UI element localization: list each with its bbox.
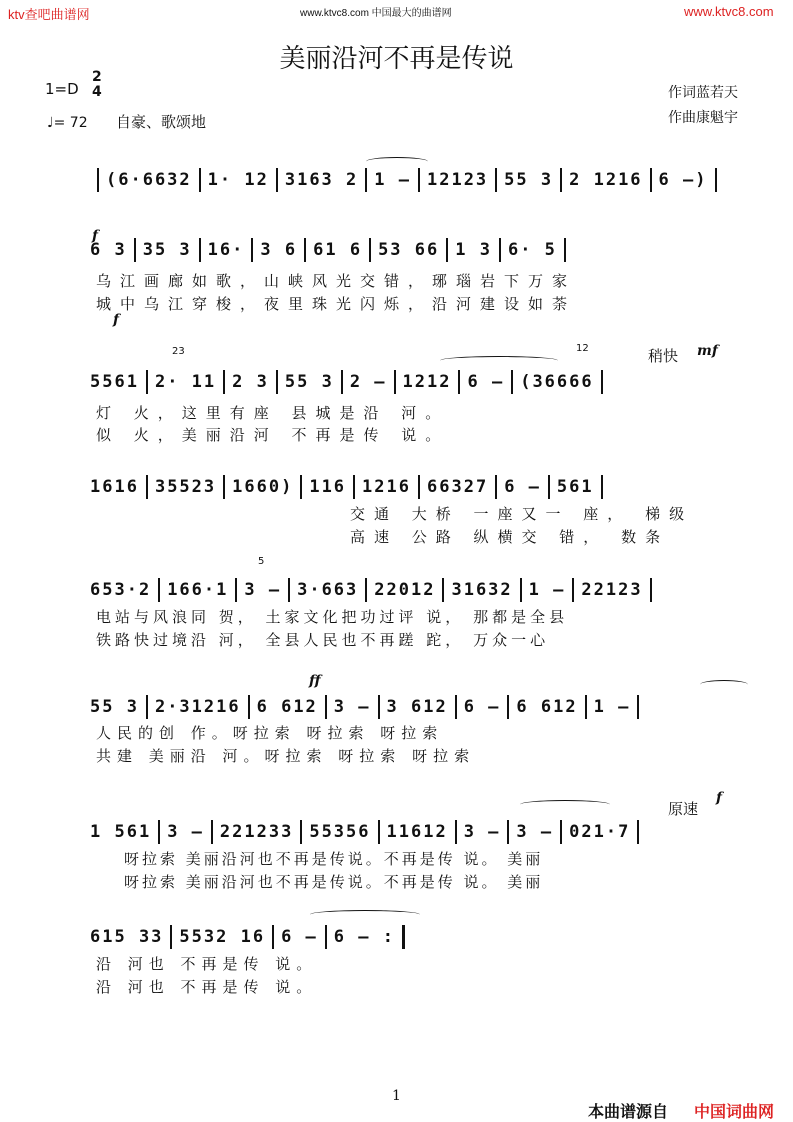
barline bbox=[170, 925, 172, 949]
measure: 11612 bbox=[386, 822, 448, 842]
barline bbox=[446, 238, 448, 262]
measure: 3 – bbox=[333, 697, 371, 717]
measure: 22012 bbox=[374, 580, 436, 600]
measure: 55 3 bbox=[90, 697, 139, 717]
barline bbox=[158, 578, 160, 602]
measure: 1 – bbox=[374, 170, 411, 190]
source-site-link[interactable]: 中国词曲网 bbox=[694, 1102, 775, 1121]
barline bbox=[248, 695, 250, 719]
lyrics-verse-1: 沿 河也 不再是传 说。 bbox=[96, 955, 318, 973]
dynamic-forte: f bbox=[92, 228, 99, 244]
barline bbox=[548, 475, 550, 499]
measure: 3 – bbox=[516, 822, 554, 842]
barline bbox=[585, 695, 587, 719]
barline bbox=[507, 695, 509, 719]
measure: 1616 bbox=[90, 477, 139, 497]
lyrics-verse-1: 人民的创 作。呀拉索 呀拉索 呀拉索 bbox=[96, 724, 444, 742]
measure: 12123 bbox=[426, 170, 489, 190]
barline bbox=[378, 695, 380, 719]
score-row bbox=[90, 168, 750, 192]
measure: 31632 bbox=[451, 580, 513, 600]
tempo-change-original: 原速 bbox=[668, 800, 699, 818]
measure: 116 bbox=[309, 477, 347, 497]
time-signature bbox=[92, 70, 102, 100]
measure: 615 33 bbox=[90, 927, 164, 947]
measure: 1· 12 bbox=[207, 170, 269, 190]
song-title: 美丽沿河不再是传说 bbox=[279, 44, 514, 74]
score-row bbox=[90, 578, 750, 602]
barline bbox=[251, 238, 253, 262]
measure: 1 – bbox=[593, 697, 631, 717]
barline bbox=[146, 695, 148, 719]
measure: 2 – bbox=[349, 372, 387, 392]
lyrics-verse-2: 呀拉索 美丽沿河也不再是传说。不再是传 说。 美丽 bbox=[124, 873, 544, 891]
barline bbox=[418, 475, 420, 499]
score-row bbox=[90, 475, 750, 499]
barline bbox=[211, 820, 213, 844]
measure: 6 – bbox=[281, 927, 318, 947]
slur bbox=[700, 680, 748, 689]
barline bbox=[442, 578, 444, 602]
measure: 16· bbox=[207, 240, 245, 260]
slur bbox=[310, 910, 420, 919]
dynamic-forte: f bbox=[716, 790, 723, 806]
barline bbox=[300, 820, 302, 844]
barline bbox=[560, 168, 562, 192]
measure: 1212 bbox=[402, 372, 452, 392]
lyrics-verse-2: 共建 美丽沿 河。呀拉索 呀拉索 呀拉索 bbox=[96, 747, 476, 765]
measure: 6 612 bbox=[256, 697, 318, 717]
barline bbox=[288, 578, 290, 602]
score-row bbox=[90, 925, 750, 949]
barline bbox=[353, 475, 355, 499]
barline bbox=[560, 820, 562, 844]
measure: 5532 16 bbox=[179, 927, 266, 947]
expression-marking: 自豪、歌颂地 bbox=[116, 113, 207, 131]
source-label: 本曲谱源自 bbox=[588, 1102, 669, 1121]
score-row bbox=[90, 238, 750, 262]
measure: 6 – bbox=[467, 372, 505, 392]
lyrics-verse-1: 灯 火，这里有座 县城是沿 河。 bbox=[96, 404, 450, 422]
lyricist-credit: 作词蓝若天 bbox=[668, 85, 738, 101]
lyrics-verse-1: 呀拉索 美丽沿河也不再是传说。不再是传 说。 美丽 bbox=[124, 850, 544, 868]
measure: 61 6 bbox=[313, 240, 363, 260]
barline bbox=[637, 695, 639, 719]
barline bbox=[495, 475, 497, 499]
measure: 1 561 bbox=[90, 822, 152, 842]
barline bbox=[235, 578, 237, 602]
barline bbox=[304, 238, 306, 262]
barline bbox=[499, 238, 501, 262]
barline bbox=[146, 370, 148, 394]
grace-note: 12 bbox=[576, 343, 589, 354]
lyrics-verse-1: 乌江画廊如歌，山峡风光交错，琊瑙岩下万家 bbox=[96, 272, 577, 290]
site-logo-left[interactable]: ktv查吧曲谱网 bbox=[8, 7, 90, 22]
measure: 55356 bbox=[309, 822, 371, 842]
barline bbox=[511, 370, 513, 394]
measure: 35523 bbox=[154, 477, 217, 497]
barline bbox=[507, 820, 509, 844]
barline bbox=[300, 475, 302, 499]
lyrics-verse-2: 似 火，美丽沿河 不再是传 说。 bbox=[96, 426, 450, 444]
barline bbox=[715, 168, 717, 192]
measure: 2· 11 bbox=[154, 372, 217, 392]
measure: 561 bbox=[556, 477, 594, 497]
measure: (36666 bbox=[520, 372, 594, 392]
barline bbox=[458, 370, 460, 394]
barline bbox=[650, 578, 652, 602]
barline bbox=[495, 168, 497, 192]
key-signature: 1=D bbox=[45, 80, 79, 98]
measure: 3 612 bbox=[386, 697, 448, 717]
measure: 3 – bbox=[463, 822, 501, 842]
measure: (6·6632 bbox=[106, 170, 192, 190]
lyrics-verse-2: 沿 河也 不再是传 说。 bbox=[96, 978, 318, 996]
score-row bbox=[90, 695, 750, 719]
measure: 3 – bbox=[167, 822, 204, 842]
lyrics-verse-2: 高速 公路 纵横交 错， 数条 bbox=[350, 528, 670, 546]
slur bbox=[520, 800, 610, 809]
barline bbox=[272, 925, 274, 949]
measure: 021·7 bbox=[569, 822, 631, 842]
measure: 3·663 bbox=[297, 580, 359, 600]
measure: 3 6 bbox=[260, 240, 298, 260]
barline bbox=[199, 168, 201, 192]
tempo-marking: ♩= 72 bbox=[47, 115, 88, 131]
measure: 653·2 bbox=[90, 580, 152, 600]
measure: 35 3 bbox=[142, 240, 192, 260]
barline bbox=[572, 578, 574, 602]
tempo-change-faster: 稍快 bbox=[648, 347, 679, 365]
barline bbox=[199, 238, 201, 262]
barline bbox=[455, 820, 457, 844]
site-url-center[interactable]: www.ktvc8.com 中国最大的曲谱网 bbox=[300, 8, 452, 19]
barline bbox=[601, 475, 603, 499]
measure: 2 3 bbox=[232, 372, 269, 392]
measure: 53 66 bbox=[378, 240, 440, 260]
barline bbox=[455, 695, 457, 719]
dynamic-fortissimo: ff bbox=[309, 673, 321, 689]
time-signature-bottom: 4 bbox=[92, 84, 102, 100]
barline bbox=[564, 238, 566, 262]
measure: 166·1 bbox=[167, 580, 229, 600]
measure: 221233 bbox=[219, 822, 294, 842]
barline bbox=[325, 695, 327, 719]
score-row bbox=[90, 820, 750, 844]
barline bbox=[341, 370, 343, 394]
time-signature-top: 2 bbox=[92, 69, 102, 85]
barline bbox=[223, 475, 225, 499]
measure: 6 3 bbox=[90, 240, 127, 260]
site-url-right[interactable]: www.ktvc8.com bbox=[684, 4, 774, 19]
grace-note: 23 bbox=[172, 346, 185, 357]
measure: 1 – bbox=[528, 580, 566, 600]
measure: 55 3 bbox=[284, 372, 334, 392]
barline bbox=[365, 578, 367, 602]
measure: 1216 bbox=[362, 477, 411, 497]
lyrics-verse-1: 电站与风浪同 贺， 土家文化把功过评 说， 那都是全县 bbox=[96, 608, 569, 626]
barline bbox=[276, 370, 278, 394]
barline bbox=[97, 168, 99, 192]
measure: 3 – bbox=[244, 580, 282, 600]
measure: 5561 bbox=[90, 372, 139, 392]
measure: 3163 2 bbox=[284, 170, 359, 190]
barline bbox=[650, 168, 652, 192]
barline bbox=[146, 475, 148, 499]
barline bbox=[378, 820, 380, 844]
barline bbox=[369, 238, 371, 262]
score-row bbox=[90, 370, 750, 394]
measure: 1 3 bbox=[455, 240, 492, 260]
measure: 55 3 bbox=[504, 170, 554, 190]
measure: 22123 bbox=[581, 580, 643, 600]
barline bbox=[158, 820, 160, 844]
barline bbox=[601, 370, 603, 394]
barline bbox=[276, 168, 278, 192]
barline bbox=[365, 168, 367, 192]
barline bbox=[520, 578, 522, 602]
barline bbox=[134, 238, 136, 262]
lyrics-verse-2: 铁路快过境沿 河， 全县人民也不再蹉 跎， 万众一心 bbox=[96, 631, 550, 649]
barline bbox=[325, 925, 327, 949]
measure: 6 – bbox=[463, 697, 501, 717]
dynamic-mezzo-forte: mf bbox=[697, 343, 718, 359]
dynamic-forte: f bbox=[113, 312, 120, 328]
measure: 6· 5 bbox=[507, 240, 557, 260]
lyrics-verse-2: 城中乌江穿梭，夜里珠光闪烁，沿河建设如荼 bbox=[96, 295, 577, 313]
barline bbox=[394, 370, 396, 394]
measure: 6 – : bbox=[333, 927, 395, 947]
measure: 6 – bbox=[504, 477, 541, 497]
measure: 2·31216 bbox=[154, 697, 241, 717]
barline bbox=[637, 820, 639, 844]
slur bbox=[366, 157, 428, 166]
page-number: 1 bbox=[392, 1088, 401, 1104]
slur bbox=[440, 356, 558, 365]
composer-credit: 作曲康魁宇 bbox=[668, 110, 738, 126]
measure: 2 1216 bbox=[569, 170, 643, 190]
measure: 1660) bbox=[232, 477, 294, 497]
lyrics-verse-1: 交通 大桥 一座又一 座， 梯级 bbox=[350, 505, 694, 523]
measure: 6 –) bbox=[658, 170, 708, 190]
final-barline bbox=[402, 925, 405, 949]
measure: 66327 bbox=[427, 477, 489, 497]
measure: 6 612 bbox=[516, 697, 578, 717]
barline bbox=[418, 168, 420, 192]
barline bbox=[223, 370, 225, 394]
grace-note: 5 bbox=[258, 556, 265, 567]
